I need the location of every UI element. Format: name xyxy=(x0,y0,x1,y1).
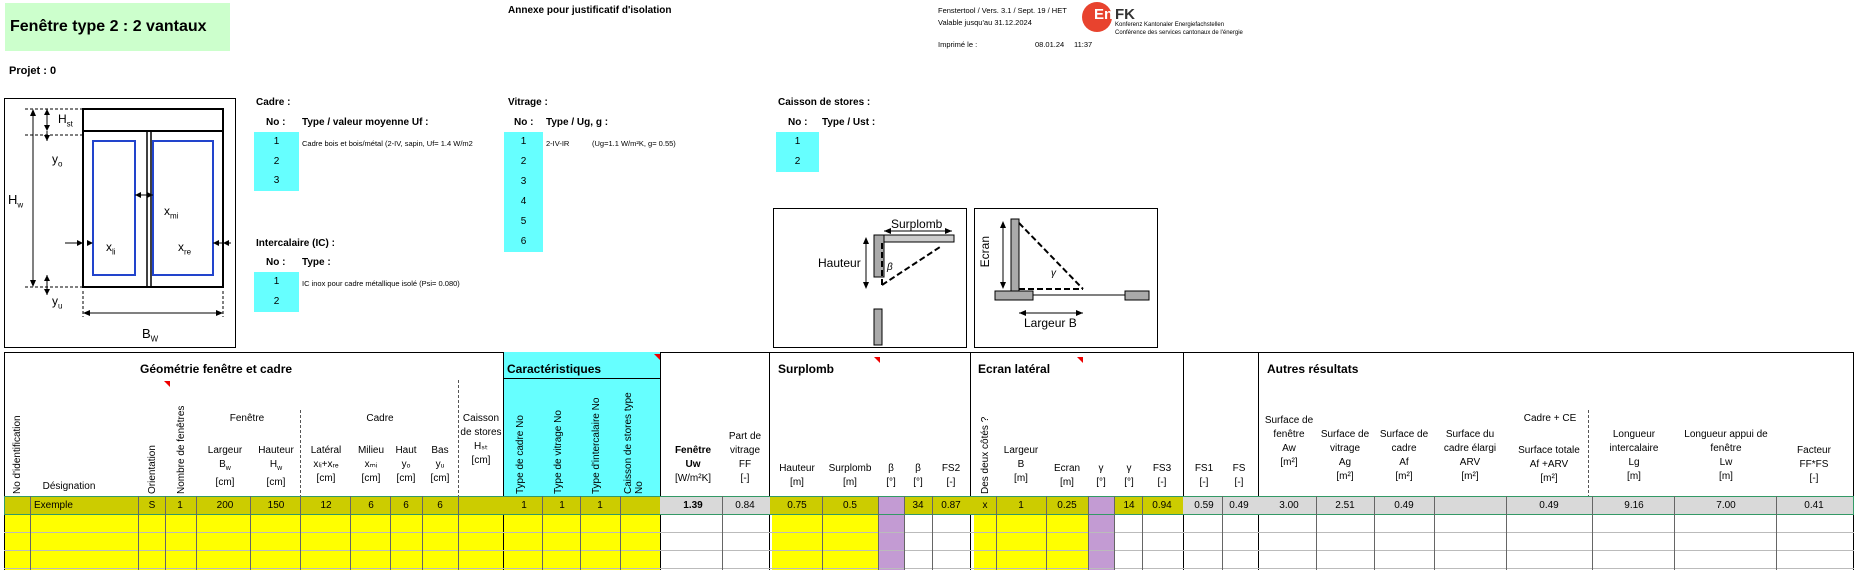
cadre-numbers xyxy=(254,132,299,191)
group-cadre-ce: Cadre + CE xyxy=(1523,413,1577,424)
vitrage-no-4: 4 xyxy=(520,196,527,207)
section-ecran: Ecran latéral xyxy=(978,362,1051,376)
printed-date: 08.01.24 xyxy=(1035,40,1065,49)
cell-lg: 9.16 xyxy=(1624,500,1644,511)
hdr-e-largeur: Largeur B [m] xyxy=(1003,445,1039,484)
vitrage-no-5: 5 xyxy=(520,216,527,227)
surplomb-diag-hauteur: Hauteur xyxy=(818,256,861,270)
cell-haut[interactable]: 6 xyxy=(403,500,409,511)
cadre-col-type: Type / valeur moyenne Uf : xyxy=(302,117,429,128)
surplomb-diag-label: Surplomb xyxy=(891,217,943,231)
hdr-fs: FS [-] xyxy=(1232,463,1246,488)
caisson-no-2: 2 xyxy=(794,156,801,167)
hdr-facteur: Facteur FF*FS [-] xyxy=(1797,445,1831,484)
section-caracteristiques: Caractéristiques xyxy=(507,362,602,376)
intercalaire-col-type: Type : xyxy=(302,257,331,268)
window-diagram-svg xyxy=(5,99,235,347)
cell-lateral[interactable]: 12 xyxy=(320,500,332,511)
caisson-col-type: Type / Ust : xyxy=(822,117,876,128)
hdr-s-surplomb: Surplomb [m] xyxy=(828,463,872,488)
cell-uw: 1.39 xyxy=(683,500,703,511)
vitrage-no-6: 6 xyxy=(520,236,527,247)
page-title: Fenêtre type 2 : 2 vantaux xyxy=(10,18,207,35)
printed-time: 11:37 xyxy=(1074,40,1093,49)
cadre-col-no: No : xyxy=(266,117,286,128)
cadre-no-1: 1 xyxy=(273,136,280,147)
cell-fs: 0.49 xyxy=(1229,500,1249,511)
cell-e-ecran[interactable]: 0.25 xyxy=(1057,500,1077,511)
hdr-fs2: FS2 [-] xyxy=(941,463,961,488)
vitrage-col-type: Type / Ug, g : xyxy=(546,117,609,128)
hdr-type-intercalaire: Type d'intercalaire No xyxy=(591,397,602,494)
hdr-milieu: Milieu xₘᵢ [cm] xyxy=(357,445,385,484)
hdr-fs3: FS3 [-] xyxy=(1152,463,1172,488)
label-xmi: $x_{mi}$ xyxy=(164,204,179,221)
label-yu: $y_u$ xyxy=(52,294,63,311)
hdr-largeur: Largeur $B_w$ [cm] xyxy=(207,445,243,488)
logo-fk: FK xyxy=(1115,6,1135,23)
caisson-title: Caisson de stores : xyxy=(778,97,871,108)
hdr-surf-vitrage: Surface de vitrage Ag [m²] xyxy=(1320,429,1370,482)
group-fenetre: Fenêtre xyxy=(229,413,265,424)
hdr-surf-fenetre: Surface de fenêtre Aw [m²] xyxy=(1264,415,1314,468)
logo-line1: Konferenz Kantonaler Energiefachstellen xyxy=(1115,22,1225,28)
hdr-fs1: FS1 [-] xyxy=(1194,463,1214,488)
cadre-no-3: 3 xyxy=(273,175,280,186)
empty-rows-geometrie[interactable] xyxy=(5,515,503,570)
hdr-no-id: No d'identification xyxy=(12,415,23,494)
ecran-diag-gamma: γ xyxy=(1051,268,1056,279)
caisson-no-1: 1 xyxy=(794,136,801,147)
hdr-hauteur: Hauteur $H_w$ [cm] xyxy=(258,445,294,488)
cell-e-largeur[interactable]: 1 xyxy=(1018,500,1024,511)
label-yo: $y_o$ xyxy=(52,152,63,169)
cell-s-surplomb[interactable]: 0.5 xyxy=(843,500,857,511)
hdr-deux-cotes: Des deux côtés ? xyxy=(980,416,991,494)
vitrage-no-1: 1 xyxy=(520,136,527,147)
intercalaire-type-1: IC inox pour cadre métallique isolé (Psi= 0.080) xyxy=(302,279,460,288)
hdr-caisson: Caisson de stores Hₛₜ [cm] xyxy=(460,413,502,466)
logo-en: En xyxy=(1094,6,1114,23)
section-geometrie: Géométrie fenêtre et cadre xyxy=(140,362,293,376)
hdr-longueur-ic: Longueur intercalaire Lg [m] xyxy=(1609,429,1659,482)
tool-version: Fenstertool / Vers. 3.1 / Sept. 19 / HET xyxy=(938,6,1067,15)
hdr-orientation: Orientation xyxy=(147,445,158,494)
label-xli: $x_{li}$ xyxy=(106,240,116,257)
cell-gamma2: 14 xyxy=(1123,500,1135,511)
cadre-no-2: 2 xyxy=(273,155,280,167)
vitrage-no-2: 2 xyxy=(520,156,527,167)
cell-aw: 3.00 xyxy=(1279,500,1299,511)
vitrage-col-no: No : xyxy=(514,117,534,128)
hdr-beta2: β [°] xyxy=(913,463,923,488)
hdr-caisson-type: Caisson de stores type No xyxy=(623,392,645,494)
cell-af-arv: 0.49 xyxy=(1539,500,1559,511)
caisson-numbers xyxy=(776,132,819,172)
empty-rows-surplomb[interactable] xyxy=(772,515,878,570)
valid-until: Valable jusqu'au 31.12.2024 xyxy=(938,18,1032,27)
projet-label: Projet : 0 xyxy=(9,65,57,77)
empty-gamma xyxy=(1088,515,1114,570)
intercalaire-no-2: 2 xyxy=(273,296,280,307)
cell-orientation[interactable]: S xyxy=(148,500,156,511)
ecran-diag-label: Ecran xyxy=(978,236,992,268)
section-autres: Autres résultats xyxy=(1267,362,1359,376)
label-xre: $x_{re}$ xyxy=(178,240,192,257)
cell-bas[interactable]: 6 xyxy=(437,500,443,511)
cell-fs2: 0.87 xyxy=(941,500,961,511)
hdr-s-hauteur: Hauteur [m] xyxy=(779,463,815,488)
cell-fs3: 0.94 xyxy=(1152,500,1172,511)
vitrage-no-3: 3 xyxy=(520,176,527,187)
hdr-uw: Fenêtre Uw [W/m²K] xyxy=(674,445,712,484)
cadre-title: Cadre : xyxy=(256,97,291,108)
cell-af: 0.49 xyxy=(1394,500,1414,511)
hdr-part-vitrage: Part de vitrage FF [-] xyxy=(728,431,762,484)
hdr-haut: Haut yₒ [cm] xyxy=(395,445,417,484)
cell-ff: 0.84 xyxy=(735,500,755,511)
cell-lw: 7.00 xyxy=(1716,500,1736,511)
hdr-nombre: Nombre de fenêtres xyxy=(176,405,187,494)
empty-beta xyxy=(878,515,904,570)
empty-rows-ecran[interactable] xyxy=(974,515,1088,570)
vitrage-numbers xyxy=(504,132,543,252)
cell-ag: 2.51 xyxy=(1335,500,1355,511)
logo-line2: Conférence des services cantonaux de l'énergie xyxy=(1115,30,1243,36)
hdr-type-cadre: Type de cadre No xyxy=(515,415,526,494)
cell-s-hauteur[interactable]: 0.75 xyxy=(787,500,807,511)
hdr-beta1: β [°] xyxy=(886,463,896,488)
empty-rows-caracteristiques[interactable] xyxy=(504,515,660,570)
hdr-longueur-appui: Longueur appui de fenêtre Lw [m] xyxy=(1684,429,1768,482)
cell-nombre[interactable]: 1 xyxy=(177,500,183,511)
intercalaire-col-no: No : xyxy=(266,257,286,268)
label-bw: $B_W$ xyxy=(142,326,159,344)
cell-fs1: 0.59 xyxy=(1194,500,1214,511)
intercalaire-no-1: 1 xyxy=(273,276,280,287)
hdr-e-ecran: Ecran [m] xyxy=(1053,463,1081,488)
label-hw: $H_w$ xyxy=(8,192,24,210)
hdr-lateral: Latéral xₗᵢ+xᵣₑ [cm] xyxy=(310,445,342,484)
cell-designation[interactable]: Exemple xyxy=(34,500,73,511)
hdr-gamma1: γ [°] xyxy=(1096,463,1106,488)
printed-label: Imprimé le : xyxy=(938,40,978,49)
vitrage-type-1-val: (Ug=1.1 W/m²K, g= 0.55) xyxy=(592,139,676,148)
group-cadre: Cadre xyxy=(366,413,394,424)
cell-beta2: 34 xyxy=(912,500,924,511)
caisson-col-no: No : xyxy=(788,117,808,128)
surplomb-diag-beta: β xyxy=(887,262,893,273)
hdr-surf-totale: Surface totale Af +ARV [m²] xyxy=(1518,445,1580,484)
cell-ffs: 0.41 xyxy=(1804,500,1824,511)
ecran-diag-largeur: Largeur B xyxy=(1024,316,1077,330)
cell-type-cadre[interactable]: 1 xyxy=(521,500,527,511)
section-surplomb: Surplomb xyxy=(778,362,834,376)
annexe-title: Annexe pour justificatif d'isolation xyxy=(508,5,672,16)
vitrage-title: Vitrage : xyxy=(508,97,548,108)
hdr-type-vitrage: Type de vitrage No xyxy=(553,410,564,494)
intercalaire-title: Intercalaire (IC) : xyxy=(256,238,335,249)
cell-deux-cotes[interactable]: x xyxy=(982,500,988,511)
hdr-designation: Désignation xyxy=(42,481,96,492)
hdr-surf-cadre: Surface de cadre Af [m²] xyxy=(1379,429,1429,482)
label-hst: $H_{st}$ xyxy=(58,112,73,129)
hdr-surf-cadre-elargi: Surface du cadre élargi ARV [m²] xyxy=(1443,429,1497,482)
hdr-gamma2: γ [°] xyxy=(1124,463,1134,488)
cell-type-vitrage[interactable]: 1 xyxy=(559,500,565,511)
window-diagram xyxy=(4,98,236,348)
hdr-bas: Bas yᵤ [cm] xyxy=(430,445,450,484)
cell-type-intercalaire[interactable]: 1 xyxy=(597,500,603,511)
cell-largeur[interactable]: 200 xyxy=(216,500,234,511)
vitrage-type-1: 2-IV-IR xyxy=(546,139,570,148)
cell-hauteur[interactable]: 150 xyxy=(267,500,285,511)
intercalaire-numbers xyxy=(254,272,299,312)
cell-milieu[interactable]: 6 xyxy=(368,500,374,511)
cadre-type-1: Cadre bois et bois/métal (2-IV, sapin, Uf= 1.4 W/m2 xyxy=(302,139,473,148)
